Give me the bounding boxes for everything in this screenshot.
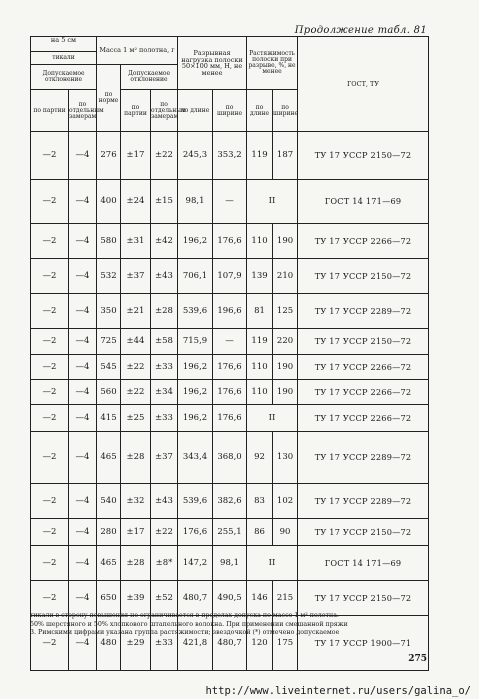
deviation-by-lot-cell: —2	[31, 329, 69, 355]
deviation-by-lot-cell: —2	[31, 180, 69, 224]
deviation-by-lot-cell: —2	[31, 259, 69, 294]
mass-norm-cell: 725	[97, 329, 121, 355]
deviation-by-lot-cell: —2	[31, 519, 69, 546]
load-by-width-cell: 176,6	[213, 355, 247, 380]
gost-cell: ТУ 17 УССР 2266—72	[298, 405, 429, 432]
continuation-label: Продолжение табл. 81	[294, 25, 427, 36]
stretch-by-length-cell: 92	[247, 432, 273, 484]
mass-tolerance-measure-cell: ±43	[151, 259, 178, 294]
deviation-by-lot-cell: —2	[31, 294, 69, 329]
deviation-by-lot-cell: —2	[31, 355, 69, 380]
deviation-by-lot-cell: —2	[31, 405, 69, 432]
load-by-width-cell: 176,6	[213, 405, 247, 432]
stretch-by-length-cell: 83	[247, 484, 273, 519]
deviation-by-measure-cell: —4	[69, 484, 97, 519]
load-by-width-cell: —	[213, 180, 247, 224]
mass-tolerance-measure-cell: ±43	[151, 484, 178, 519]
header-by-lot-2: по партии	[121, 90, 151, 132]
table-row	[31, 259, 429, 294]
header-breaking-load: Разрывная нагрузка полоски 50×100 мм, Н, не менее	[178, 37, 247, 90]
load-by-width-cell: 368,0	[213, 432, 247, 484]
deviation-by-measure-cell: —4	[69, 380, 97, 405]
header-partial-top: на 5 см	[31, 37, 97, 52]
mass-tolerance-measure-cell: ±37	[151, 432, 178, 484]
deviation-by-measure-cell: —4	[69, 259, 97, 294]
stretch-by-length-cell: 139	[247, 259, 273, 294]
header-stretch: Растяжимость полоски при разрыве, %, не менее	[247, 37, 298, 90]
stretch-by-width-cell: 190	[273, 224, 298, 259]
mass-tolerance-measure-cell: ±42	[151, 224, 178, 259]
table-row	[31, 224, 429, 259]
mass-tolerance-measure-cell: ±33	[151, 616, 178, 671]
gost-cell: ТУ 17 УССР 2150—72	[298, 519, 429, 546]
deviation-by-measure-cell: —4	[69, 616, 97, 671]
header-row-1	[31, 37, 429, 52]
stretch-group-cell: II	[247, 546, 298, 581]
load-by-length-cell: 343,4	[178, 432, 213, 484]
mass-tolerance-measure-cell: ±15	[151, 180, 178, 224]
footnote-line: тикали в сторону повышения не ограничивается в пределах допуска по массе 1 м² полотна.	[30, 612, 339, 619]
load-by-width-cell: 490,5	[213, 581, 247, 616]
load-by-width-cell: 353,2	[213, 132, 247, 180]
footnotes	[30, 612, 430, 638]
mass-tolerance-measure-cell: ±28	[151, 294, 178, 329]
stretch-by-length-cell: 81	[247, 294, 273, 329]
deviation-by-lot-cell: —2	[31, 546, 69, 581]
stretch-by-length-cell: 119	[247, 329, 273, 355]
load-by-width-cell: 98,1	[213, 546, 247, 581]
mass-norm-cell: 280	[97, 519, 121, 546]
load-by-length-cell: 715,9	[178, 329, 213, 355]
stretch-by-length-cell: 119	[247, 132, 273, 180]
table-row	[31, 355, 429, 380]
mass-norm-cell: 650	[97, 581, 121, 616]
load-by-length-cell: 196,2	[178, 380, 213, 405]
stretch-group-cell: II	[247, 180, 298, 224]
stretch-by-width-cell: 187	[273, 132, 298, 180]
load-by-width-cell: 382,6	[213, 484, 247, 519]
load-by-length-cell: 421,8	[178, 616, 213, 671]
mass-tolerance-measure-cell: ±22	[151, 132, 178, 180]
stretch-by-length-cell: 110	[247, 380, 273, 405]
load-by-length-cell: 98,1	[178, 180, 213, 224]
mass-tolerance-measure-cell: ±58	[151, 329, 178, 355]
table-row	[31, 581, 429, 616]
stretch-by-width-cell: 125	[273, 294, 298, 329]
header-load-by-length: по длине	[178, 90, 213, 132]
mass-tolerance-lot-cell: ±37	[121, 259, 151, 294]
deviation-by-lot-cell: —2	[31, 432, 69, 484]
mass-tolerance-measure-cell: ±8*	[151, 546, 178, 581]
header-partial-sub: тикали	[31, 52, 97, 65]
deviation-by-lot-cell: —2	[31, 581, 69, 616]
mass-tolerance-measure-cell: ±34	[151, 380, 178, 405]
page-number: 275	[408, 654, 427, 664]
header-by-lot-1: по партии	[31, 90, 69, 132]
table-body	[31, 37, 429, 671]
gost-cell: ГОСТ 14 171—69	[298, 546, 429, 581]
header-by-measure-1: по отдельным замерам	[69, 90, 97, 132]
load-by-length-cell: 196,2	[178, 224, 213, 259]
load-by-length-cell: 176,6	[178, 519, 213, 546]
deviation-by-measure-cell: —4	[69, 355, 97, 380]
mass-tolerance-measure-cell: ±52	[151, 581, 178, 616]
gost-cell: ТУ 17 УССР 2289—72	[298, 484, 429, 519]
header-load-by-width: по ширине	[213, 90, 247, 132]
load-by-length-cell: 480,7	[178, 581, 213, 616]
deviation-by-lot-cell: —2	[31, 132, 69, 180]
stretch-by-length-cell: 110	[247, 355, 273, 380]
stretch-by-width-cell: 215	[273, 581, 298, 616]
table-row	[31, 329, 429, 355]
stretch-by-width-cell: 90	[273, 519, 298, 546]
gost-cell: ТУ 17 УССР 2266—72	[298, 355, 429, 380]
gost-cell: ТУ 17 УССР 2289—72	[298, 432, 429, 484]
deviation-by-lot-cell: —2	[31, 224, 69, 259]
header-stretch-by-length: по длине	[247, 90, 273, 132]
table-row	[31, 132, 429, 180]
stretch-by-length-cell: 86	[247, 519, 273, 546]
deviation-by-measure-cell: —4	[69, 519, 97, 546]
mass-tolerance-lot-cell: ±39	[121, 581, 151, 616]
deviation-by-lot-cell: —2	[31, 380, 69, 405]
deviation-by-measure-cell: —4	[69, 224, 97, 259]
mass-tolerance-lot-cell: ±44	[121, 329, 151, 355]
stretch-by-length-cell: 146	[247, 581, 273, 616]
load-by-length-cell: 539,6	[178, 294, 213, 329]
load-by-length-cell: 706,1	[178, 259, 213, 294]
header-gost: ГОСТ, ТУ	[298, 37, 429, 132]
header-tolerance-1: Допускаемое отклонение	[31, 65, 97, 90]
mass-tolerance-measure-cell: ±33	[151, 355, 178, 380]
deviation-by-lot-cell: —2	[31, 484, 69, 519]
load-by-width-cell: 107,9	[213, 259, 247, 294]
load-by-length-cell: 196,2	[178, 405, 213, 432]
mass-norm-cell: 540	[97, 484, 121, 519]
specifications-table	[30, 36, 429, 671]
deviation-by-measure-cell: —4	[69, 405, 97, 432]
mass-norm-cell: 350	[97, 294, 121, 329]
load-by-width-cell: 176,6	[213, 224, 247, 259]
footnote-line: 50% шерстяного и 50% хлопкового штапельного волокна. При применении смешанной пряжи	[30, 620, 348, 628]
table-row	[31, 546, 429, 581]
mass-norm-cell: 580	[97, 224, 121, 259]
table-row	[31, 180, 429, 224]
mass-norm-cell: 560	[97, 380, 121, 405]
gost-cell: ТУ 17 УССР 2150—72	[298, 132, 429, 180]
mass-tolerance-lot-cell: ±31	[121, 224, 151, 259]
deviation-by-measure-cell: —4	[69, 180, 97, 224]
table-row	[31, 294, 429, 329]
footnote-line: 3. Римскими цифрами указана группа растяжимости; звездочкой (*) отмечено допускаемое	[30, 629, 340, 636]
header-stretch-by-width: по ширине	[273, 90, 298, 132]
stretch-by-width-cell: 102	[273, 484, 298, 519]
gost-cell: ТУ 17 УССР 2266—72	[298, 380, 429, 405]
stretch-by-width-cell: 130	[273, 432, 298, 484]
mass-norm-cell: 465	[97, 432, 121, 484]
load-by-width-cell: 176,6	[213, 380, 247, 405]
table-row	[31, 380, 429, 405]
mass-tolerance-lot-cell: ±22	[121, 380, 151, 405]
mass-tolerance-lot-cell: ±24	[121, 180, 151, 224]
mass-tolerance-lot-cell: ±21	[121, 294, 151, 329]
mass-norm-cell: 400	[97, 180, 121, 224]
gost-cell: ТУ 17 УССР 2150—72	[298, 581, 429, 616]
gost-cell: ТУ 17 УССР 2150—72	[298, 329, 429, 355]
gost-cell: ТУ 17 УССР 2289—72	[298, 294, 429, 329]
mass-norm-cell: 465	[97, 546, 121, 581]
mass-norm-cell: 276	[97, 132, 121, 180]
mass-tolerance-lot-cell: ±17	[121, 132, 151, 180]
header-mass: Масса 1 м² полотна, г	[97, 37, 178, 65]
deviation-by-lot-cell: —2	[31, 616, 69, 671]
mass-tolerance-lot-cell: ±32	[121, 484, 151, 519]
gost-cell: ТУ 17 УССР 1900—71	[298, 616, 429, 671]
stretch-by-width-cell: 210	[273, 259, 298, 294]
table-row	[31, 519, 429, 546]
stretch-by-length-cell: 110	[247, 224, 273, 259]
load-by-width-cell: 255,1	[213, 519, 247, 546]
deviation-by-measure-cell: —4	[69, 546, 97, 581]
mass-tolerance-lot-cell: ±29	[121, 616, 151, 671]
mass-tolerance-lot-cell: ±28	[121, 432, 151, 484]
deviation-by-measure-cell: —4	[69, 132, 97, 180]
mass-norm-cell: 415	[97, 405, 121, 432]
stretch-group-cell: II	[247, 405, 298, 432]
gost-cell: ТУ 17 УССР 2150—72	[298, 259, 429, 294]
load-by-width-cell: 480,7	[213, 616, 247, 671]
mass-tolerance-lot-cell: ±25	[121, 405, 151, 432]
mass-tolerance-measure-cell: ±33	[151, 405, 178, 432]
mass-tolerance-lot-cell: ±17	[121, 519, 151, 546]
table-row	[31, 405, 429, 432]
mass-norm-cell: 532	[97, 259, 121, 294]
gost-cell: ГОСТ 14 171—69	[298, 180, 429, 224]
header-by-measure-2: по отдельным замерам	[151, 90, 178, 132]
load-by-length-cell: 196,2	[178, 355, 213, 380]
load-by-length-cell: 147,2	[178, 546, 213, 581]
deviation-by-measure-cell: —4	[69, 581, 97, 616]
gost-cell: ТУ 17 УССР 2266—72	[298, 224, 429, 259]
deviation-by-measure-cell: —4	[69, 329, 97, 355]
mass-tolerance-lot-cell: ±22	[121, 355, 151, 380]
watermark-url: http://www.liveinternet.ru/users/galina_o/	[205, 685, 471, 697]
stretch-by-width-cell: 190	[273, 380, 298, 405]
stretch-by-width-cell: 175	[273, 616, 298, 671]
deviation-by-measure-cell: —4	[69, 432, 97, 484]
mass-tolerance-measure-cell: ±22	[151, 519, 178, 546]
stretch-by-length-cell: 120	[247, 616, 273, 671]
stretch-by-width-cell: 220	[273, 329, 298, 355]
stretch-by-width-cell: 190	[273, 355, 298, 380]
mass-norm-cell: 545	[97, 355, 121, 380]
load-by-length-cell: 245,3	[178, 132, 213, 180]
mass-tolerance-lot-cell: ±28	[121, 546, 151, 581]
load-by-width-cell: —	[213, 329, 247, 355]
mass-norm-cell: 480	[97, 616, 121, 671]
load-by-width-cell: 196,6	[213, 294, 247, 329]
table-row	[31, 484, 429, 519]
table-row	[31, 432, 429, 484]
deviation-by-measure-cell: —4	[69, 294, 97, 329]
load-by-length-cell: 539,6	[178, 484, 213, 519]
header-tolerance-2: Допускаемое отклонение	[121, 65, 178, 90]
header-by-norm: по норме	[97, 65, 121, 132]
